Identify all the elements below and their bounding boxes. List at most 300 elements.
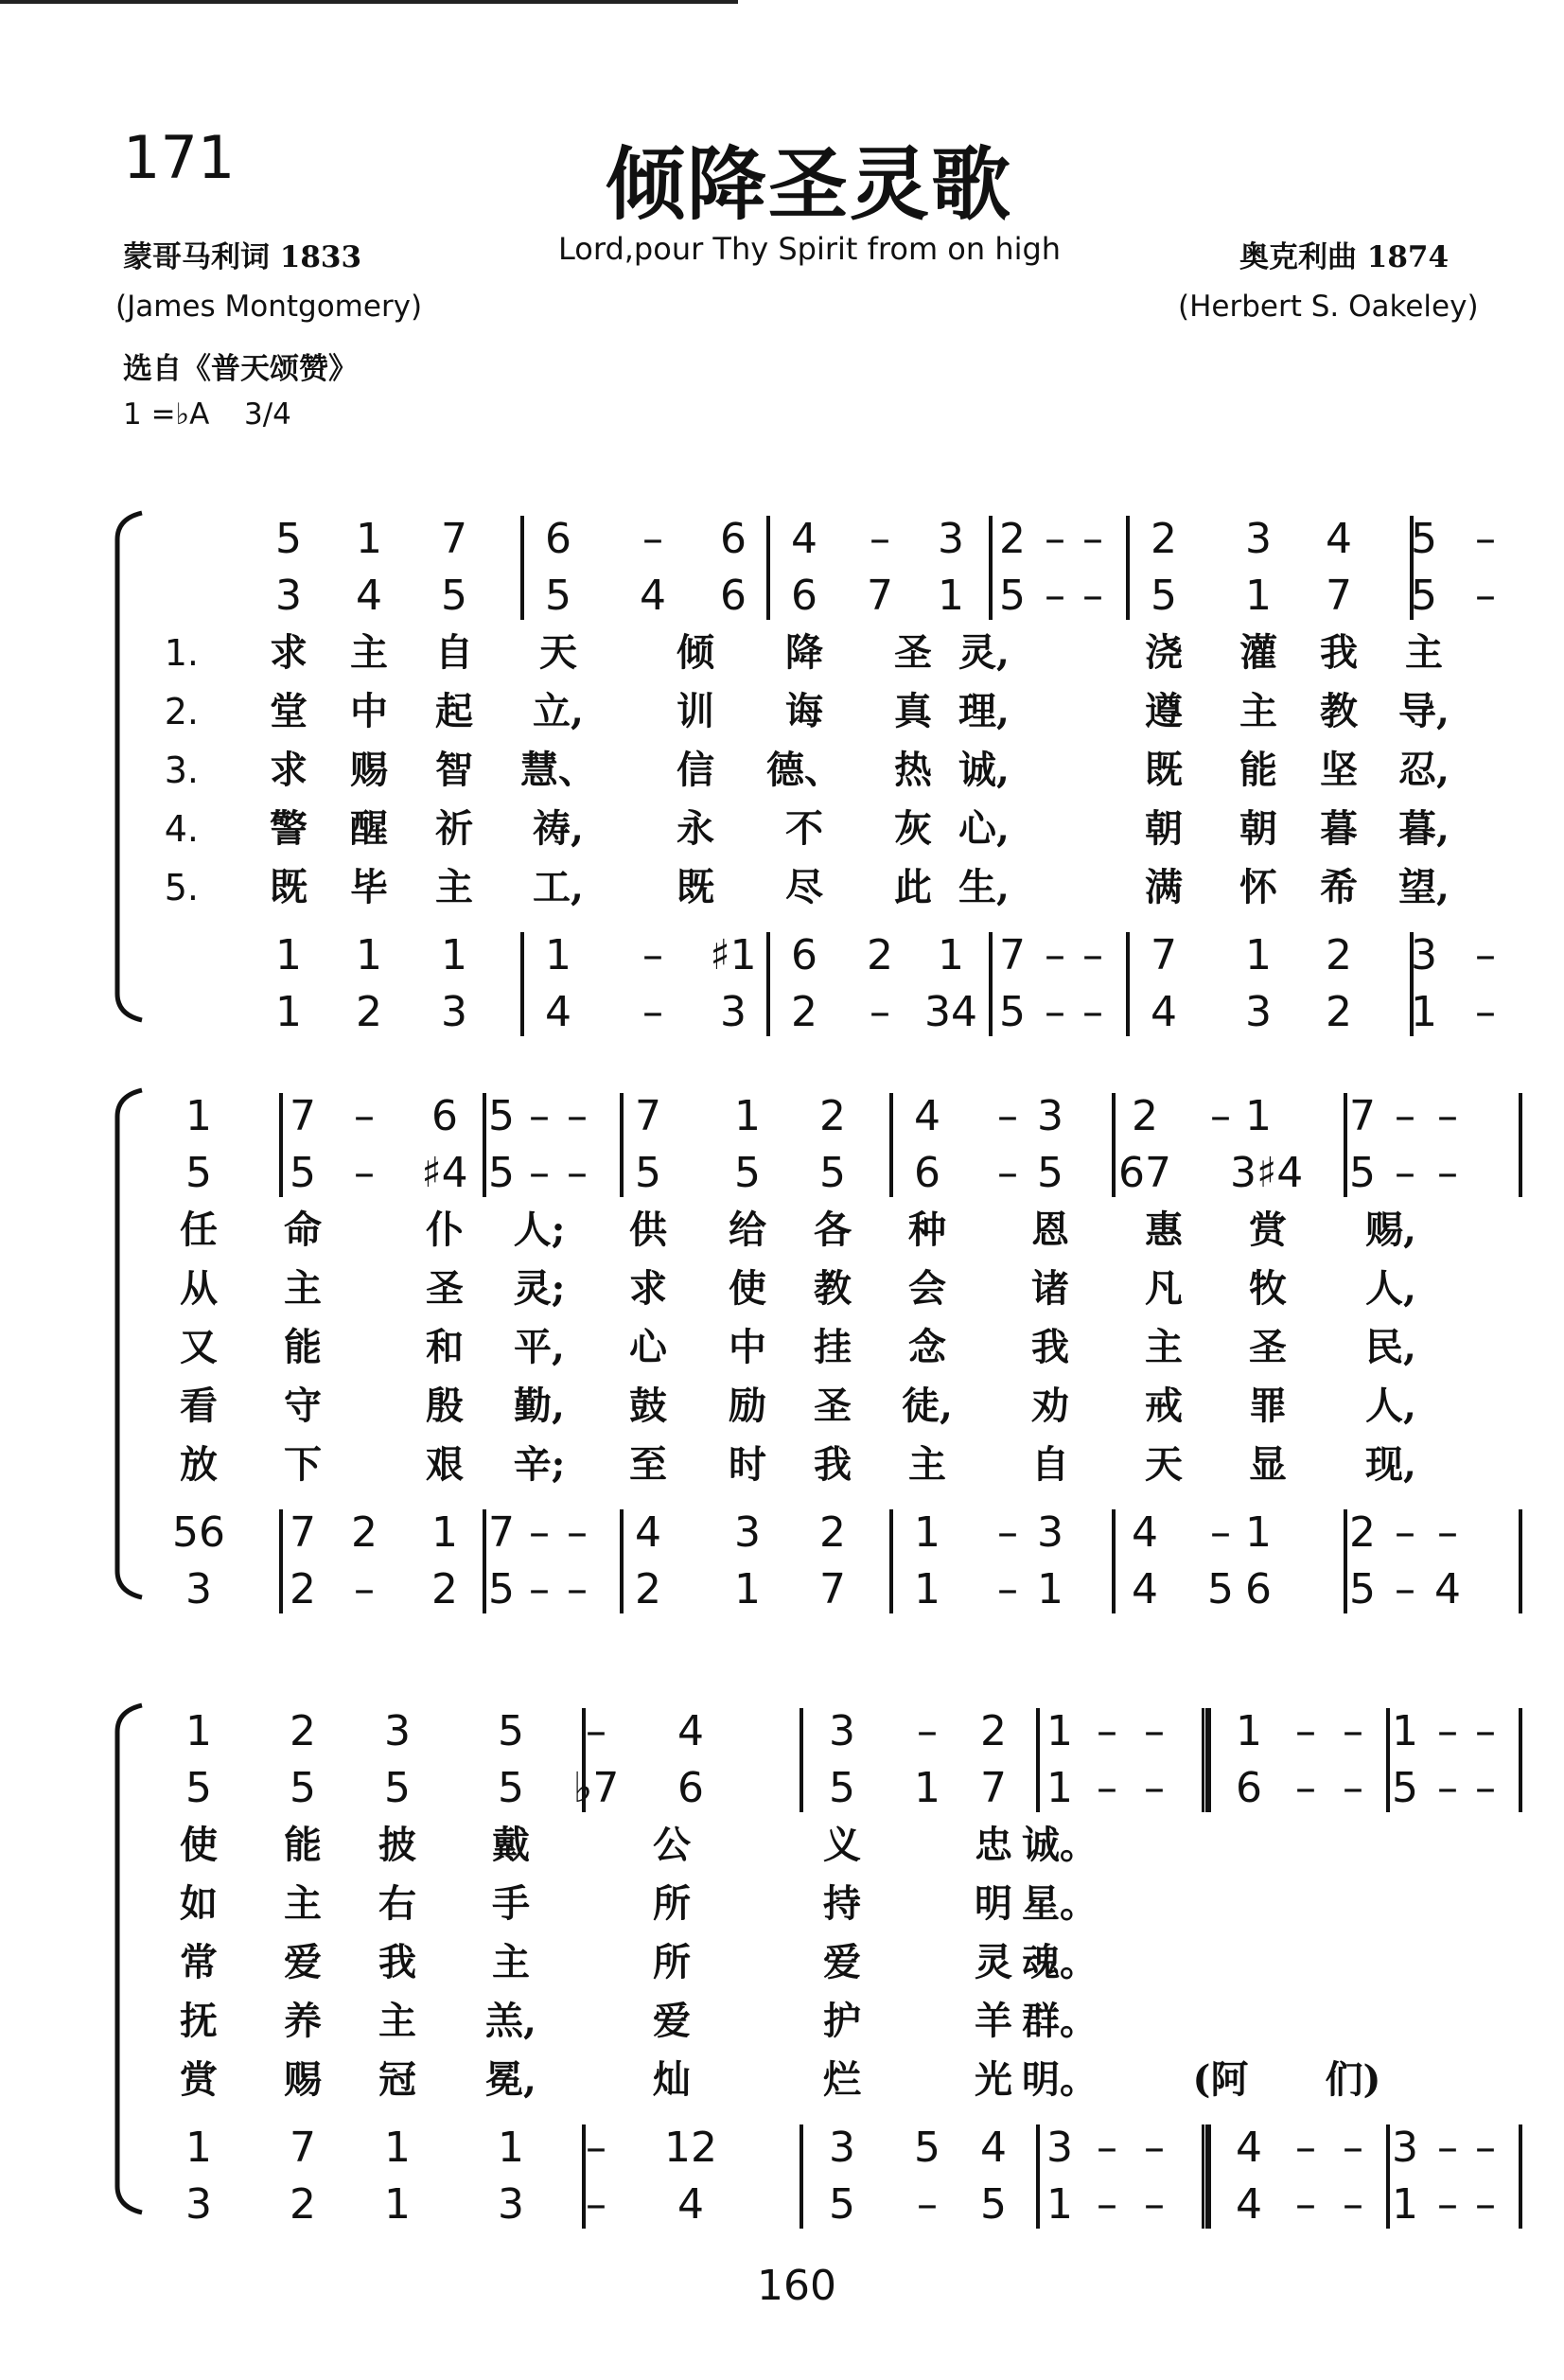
alto-note: – [1343, 1764, 1363, 1812]
tenor-note: – [1210, 1508, 1231, 1557]
tenor-note: 7 [999, 931, 1026, 979]
lyric-syllable: 养 [284, 1999, 322, 2043]
bass-note: – [1475, 988, 1496, 1036]
tenor-note: – [586, 2124, 606, 2172]
tenor-note: – [997, 1508, 1018, 1557]
lyric-syllable: 主 [1239, 689, 1277, 733]
tenor-note: 1 [275, 931, 302, 979]
soprano-note: 3 [1037, 1092, 1063, 1140]
tenor-note: 7 [290, 1508, 316, 1557]
lyric-syllable: 念 [908, 1325, 946, 1369]
lyric-syllable: 羊 [975, 1999, 1012, 2043]
tenor-note: ♯1 [710, 931, 757, 979]
alto-note: 5 [185, 1764, 212, 1812]
alto-note: 3 [275, 572, 302, 620]
system-bracket [114, 1703, 151, 2214]
bar-line [889, 1509, 893, 1613]
bar-line [889, 1093, 893, 1197]
tenor-note: – [1144, 2124, 1165, 2172]
lyric-syllable: 赐 [350, 748, 388, 792]
soprano-note: – [1475, 515, 1496, 563]
bar-line [520, 516, 524, 620]
key-signature: 1 =♭A [123, 397, 210, 432]
bass-note: 2 [1326, 988, 1352, 1036]
lyric-syllable: 能 [284, 1823, 322, 1867]
bass-note: – [1045, 988, 1065, 1036]
soprano-note: 1 [1236, 1707, 1262, 1755]
alto-note: 6 [1236, 1764, 1262, 1812]
alto-note: 1 [938, 572, 964, 620]
double-bar-line [1202, 2124, 1211, 2229]
lyricist-english: (James Montgomery) [115, 290, 423, 324]
bar-line [800, 1708, 803, 1812]
lyric-syllable: 群。 [1022, 1999, 1098, 2043]
bass-note: 3 [498, 2180, 524, 2229]
lyric-syllable: 忠 [975, 1823, 1012, 1867]
lyric-syllable: 热 [894, 748, 932, 792]
bass-note: 1 [1411, 988, 1437, 1036]
lyric-syllable: 种 [908, 1208, 946, 1252]
bar-line [520, 932, 524, 1036]
lyric-syllable: 人, [1365, 1266, 1416, 1311]
lyric-syllable: 圣 [894, 630, 932, 675]
lyric-syllable: 下 [284, 1442, 322, 1487]
lyric-syllable: 既 [677, 865, 714, 909]
lyric-syllable: 勤, [514, 1384, 565, 1428]
lyric-syllable: 能 [284, 1325, 322, 1369]
soprano-note: 6 [431, 1092, 458, 1140]
tenor-note: 1 [1245, 1508, 1272, 1557]
lyric-syllable: 星。 [1022, 1881, 1098, 1926]
tenor-note: 4 [635, 1508, 661, 1557]
soprano-note: 4 [791, 515, 817, 563]
tenor-note: – [1437, 1508, 1458, 1557]
bass-note: 5 [1349, 1565, 1376, 1613]
bass-note: 5 [829, 2180, 855, 2229]
lyric-syllable: 公 [653, 1823, 691, 1867]
soprano-note: 2 [980, 1707, 1007, 1755]
lyric-syllable: 供 [629, 1208, 667, 1252]
bar-line [1519, 1093, 1522, 1197]
tenor-note: 1 [384, 2124, 411, 2172]
verse-number: 1. [164, 632, 199, 674]
bass-note: – [997, 1565, 1018, 1613]
tenor-note: 6 [791, 931, 817, 979]
lyric-syllable: 天 [539, 630, 577, 675]
tenor-note: 2 [819, 1508, 846, 1557]
soprano-note: – [917, 1707, 938, 1755]
alto-note: 5 [290, 1149, 316, 1197]
lyric-syllable: 任 [180, 1208, 218, 1252]
lyric-syllable: 殷 [426, 1384, 464, 1428]
bass-note: 2 [290, 1565, 316, 1613]
alto-note: 3♯4 [1230, 1149, 1304, 1197]
bass-note: 4 [545, 988, 571, 1036]
alto-note: 5 [488, 1149, 515, 1197]
soprano-note: 2 [819, 1092, 846, 1140]
lyric-syllable: 浇 [1145, 630, 1183, 675]
lyric-syllable: 醒 [350, 806, 388, 851]
tenor-note: – [1395, 1508, 1415, 1557]
lyric-syllable: 永 [677, 806, 714, 851]
lyric-syllable: 劝 [1031, 1384, 1069, 1428]
lyric-syllable: 朝 [1145, 806, 1183, 851]
lyric-syllable: 罪 [1249, 1384, 1287, 1428]
bass-note: 1 [275, 988, 302, 1036]
double-bar-line [1202, 1708, 1211, 1812]
soprano-note: 4 [677, 1707, 704, 1755]
lyric-syllable: 我 [378, 1940, 416, 1984]
lyric-syllable: 既 [1145, 748, 1183, 792]
lyric-syllable: 赏 [180, 2057, 218, 2102]
lyric-syllable: 爱 [653, 1999, 691, 2043]
music-system-1 [114, 511, 1496, 1036]
alto-note: 5 [734, 1149, 761, 1197]
alto-note: – [1045, 572, 1065, 620]
lyric-syllable: 徒, [902, 1384, 953, 1428]
lyric-syllable: 怀 [1239, 865, 1277, 909]
lyric-syllable: 望, [1398, 865, 1450, 909]
lyric-syllable: 烂 [823, 2057, 861, 2102]
bar-line [1126, 932, 1130, 1036]
bar-line [766, 932, 770, 1036]
page-number: 160 [757, 2262, 836, 2310]
lyric-syllable: 主 [284, 1266, 322, 1311]
alto-note: 1 [1046, 1764, 1073, 1812]
lyric-syllable: 牧 [1249, 1266, 1287, 1311]
hymn-number: 171 [123, 123, 236, 192]
bar-line [1519, 2124, 1522, 2229]
tenor-note: 1 [498, 2124, 524, 2172]
lyric-syllable: 主 [435, 865, 473, 909]
lyric-syllable: 爱 [284, 1940, 322, 1984]
tenor-note: 1 [431, 1508, 458, 1557]
verse-number: 3. [164, 749, 199, 791]
bass-note: 1 [384, 2180, 411, 2229]
soprano-note: – [354, 1092, 375, 1140]
lyric-syllable: 手 [492, 1881, 530, 1926]
lyric-syllable: 披 [378, 1823, 416, 1867]
bar-line [1112, 1509, 1116, 1613]
music-system-3 [114, 1703, 1496, 2229]
alto-note: 6 [720, 572, 747, 620]
lyric-syllable: 义 [823, 1823, 861, 1867]
bass-note: – [1097, 2180, 1117, 2229]
alto-note: 6 [677, 1764, 704, 1812]
lyric-syllable: 求 [629, 1266, 667, 1311]
lyric-syllable: 如 [180, 1881, 218, 1926]
lyric-syllable: 赐 [284, 2057, 322, 2102]
lyric-syllable: 灌 [1239, 630, 1277, 675]
alto-note: 5 [384, 1764, 411, 1812]
lyric-syllable: 圣 [1249, 1325, 1287, 1369]
soprano-note: – [1437, 1092, 1458, 1140]
lyric-syllable: 羔, [485, 1999, 536, 2043]
lyric-syllable: 人; [513, 1208, 566, 1252]
tenor-note: 1 [185, 2124, 212, 2172]
lyric-syllable: 们) [1325, 2057, 1381, 2102]
lyric-syllable: 求 [270, 630, 308, 675]
tenor-note: – [1437, 2124, 1458, 2172]
verse-number: 2. [164, 691, 199, 732]
lyric-syllable: 信 [677, 748, 714, 792]
verse-number: 4. [164, 808, 199, 850]
lyric-syllable: 主 [1405, 630, 1443, 675]
bass-note: 4 [1151, 988, 1177, 1036]
soprano-note: 4 [1326, 515, 1352, 563]
lyric-syllable: 智 [435, 748, 473, 792]
lyric-syllable: 挂 [814, 1325, 852, 1369]
tenor-note: 3 [829, 2124, 855, 2172]
lyric-syllable: 中 [350, 689, 388, 733]
bass-note: – [1437, 2180, 1458, 2229]
alto-note: 5 [290, 1764, 316, 1812]
alto-note: 4 [640, 572, 666, 620]
lyric-syllable: 警 [270, 806, 308, 851]
alto-note: 5 [545, 572, 571, 620]
composer-english: (Herbert S. Oakeley) [1178, 290, 1479, 324]
bass-note: – [870, 988, 890, 1036]
tenor-note: – [1082, 931, 1103, 979]
lyricist-chinese: 蒙哥马利词 1833 [123, 240, 362, 274]
lyric-syllable: 显 [1249, 1442, 1287, 1487]
soprano-note: 2 [1151, 515, 1177, 563]
bass-note: 5 [1207, 1565, 1234, 1613]
soprano-note: 2 [999, 515, 1026, 563]
lyric-syllable: 主 [350, 630, 388, 675]
soprano-note: 5 [488, 1092, 515, 1140]
alto-note: 1 [914, 1764, 940, 1812]
music-system-2 [114, 1088, 1485, 1613]
soprano-note: 3 [938, 515, 964, 563]
alto-note: 5 [1392, 1764, 1418, 1812]
alto-note: – [529, 1149, 550, 1197]
lyric-syllable: 降 [785, 630, 823, 675]
lyric-syllable: 既 [270, 865, 308, 909]
lyric-syllable: 教 [1320, 689, 1358, 733]
alto-note: 5 [441, 572, 467, 620]
soprano-note: 1 [185, 1092, 212, 1140]
soprano-note: – [567, 1092, 588, 1140]
bar-line [800, 2124, 803, 2229]
bass-note: 2 [431, 1565, 458, 1613]
lyric-syllable: 明。 [1022, 2057, 1098, 2102]
soprano-note: 6 [720, 515, 747, 563]
alto-note: – [997, 1149, 1018, 1197]
lyric-syllable: 右 [378, 1881, 416, 1926]
soprano-note: 2 [1132, 1092, 1158, 1140]
alto-note: – [1475, 572, 1496, 620]
soprano-note: 1 [185, 1707, 212, 1755]
lyric-syllable: 主 [492, 1940, 530, 1984]
lyric-syllable: 诸 [1031, 1266, 1069, 1311]
tenor-note: 3 [1411, 931, 1437, 979]
bass-note: 1 [1037, 1565, 1063, 1613]
bass-note: – [529, 1565, 550, 1613]
soprano-note: – [997, 1092, 1018, 1140]
soprano-note: 1 [1245, 1092, 1272, 1140]
lyric-syllable: 人, [1365, 1384, 1416, 1428]
tenor-note: 1 [441, 931, 467, 979]
lyric-syllable: 民, [1365, 1325, 1416, 1369]
bar-line [1519, 1509, 1522, 1613]
tenor-note: – [1475, 2124, 1496, 2172]
lyric-syllable: 主 [378, 1999, 416, 2043]
lyric-syllable: 魂。 [1022, 1940, 1098, 1984]
lyric-syllable: 主 [284, 1881, 322, 1926]
bass-note: 2 [635, 1565, 661, 1613]
alto-note: – [1144, 1764, 1165, 1812]
alto-note: 5 [635, 1149, 661, 1197]
lyric-syllable: 灰 [894, 806, 932, 851]
tenor-note: 7 [488, 1508, 515, 1557]
lyric-syllable: 凡 [1145, 1266, 1183, 1311]
bass-note: – [1395, 1565, 1415, 1613]
lyric-syllable: 教 [814, 1266, 852, 1311]
top-rule [0, 0, 738, 4]
tenor-note: 2 [1326, 931, 1352, 979]
bass-note: 4 [1434, 1565, 1461, 1613]
bass-note: – [1082, 988, 1103, 1036]
tenor-note: – [642, 931, 663, 979]
lyric-syllable: 诚, [958, 748, 1010, 792]
bass-note: 1 [914, 1565, 940, 1613]
lyric-syllable: 放 [180, 1442, 218, 1487]
alto-note: 5 [1411, 572, 1437, 620]
lyric-syllable: 毕 [350, 865, 388, 909]
soprano-note: – [529, 1092, 550, 1140]
bass-note: – [567, 1565, 588, 1613]
lyric-syllable: 灵, [958, 630, 1010, 675]
bar-line [1112, 1093, 1116, 1197]
lyric-syllable: 主 [1145, 1325, 1183, 1369]
lyric-syllable: 我 [814, 1442, 852, 1487]
lyric-syllable: 起 [435, 689, 473, 733]
alto-note: ♭7 [572, 1764, 620, 1812]
soprano-note: 3 [829, 1707, 855, 1755]
lyric-syllable: 赐, [1365, 1208, 1416, 1252]
alto-note: 5 [185, 1149, 212, 1197]
lyric-syllable: 堂 [270, 689, 308, 733]
lyric-syllable: 明 [975, 1881, 1012, 1926]
tenor-note: 12 [664, 2124, 717, 2172]
bass-note: – [917, 2180, 938, 2229]
soprano-note: 7 [635, 1092, 661, 1140]
lyric-syllable: 诚。 [1022, 1823, 1098, 1867]
tenor-note: 5 [914, 2124, 940, 2172]
soprano-note: – [1082, 515, 1103, 563]
alto-note: – [1082, 572, 1103, 620]
lyric-syllable: 光 [975, 2057, 1012, 2102]
soprano-note: – [1144, 1707, 1165, 1755]
soprano-note: 5 [275, 515, 302, 563]
lyric-syllable: 辛; [513, 1442, 566, 1487]
lyric-syllable: 戴 [492, 1823, 530, 1867]
tenor-note: 4 [1132, 1508, 1158, 1557]
alto-note: 5 [498, 1764, 524, 1812]
lyric-syllable: 和 [426, 1325, 464, 1369]
lyric-syllable: 平, [514, 1325, 565, 1369]
system-bracket [114, 511, 151, 1022]
composer-chinese: 奥克利曲 1874 [1239, 240, 1450, 274]
lyric-syllable: 朝 [1239, 806, 1277, 851]
lyric-syllable: 艰 [426, 1442, 464, 1487]
lyric-syllable: 又 [180, 1325, 218, 1369]
lyric-syllable: 鼓 [629, 1384, 667, 1428]
lyric-syllable: 灵 [975, 1940, 1012, 1984]
soprano-note: – [1097, 1707, 1117, 1755]
alto-note: 4 [356, 572, 382, 620]
alto-note: – [354, 1149, 375, 1197]
tenor-note: – [1295, 2124, 1316, 2172]
tenor-note: 3 [1392, 2124, 1418, 2172]
lyric-syllable: 圣 [426, 1266, 464, 1311]
lyric-syllable: 希 [1320, 865, 1358, 909]
alto-note: – [1437, 1764, 1458, 1812]
alto-note: – [1097, 1764, 1117, 1812]
lyric-syllable: 灵; [513, 1266, 566, 1311]
bass-note: 3 [1245, 988, 1272, 1036]
soprano-note: – [1295, 1707, 1316, 1755]
soprano-note: 1 [1392, 1707, 1418, 1755]
time-signature: 3/4 [244, 397, 291, 432]
lyric-syllable: 求 [270, 748, 308, 792]
lyric-syllable: 生, [958, 865, 1010, 909]
lyric-syllable: 祈 [435, 806, 473, 851]
soprano-note: – [1395, 1092, 1415, 1140]
tenor-note: 1 [938, 931, 964, 979]
alto-note: 67 [1118, 1149, 1171, 1197]
bass-note: – [1343, 2180, 1363, 2229]
soprano-note: 1 [1046, 1707, 1073, 1755]
tenor-note: 4 [980, 2124, 1007, 2172]
soprano-note: – [1343, 1707, 1363, 1755]
lyric-syllable: 给 [729, 1208, 766, 1252]
lyric-syllable: 暮 [1320, 806, 1358, 851]
tenor-note: 1 [356, 931, 382, 979]
bass-note: – [1144, 2180, 1165, 2229]
lyric-syllable: 不 [785, 806, 823, 851]
lyric-syllable: 中 [729, 1325, 766, 1369]
soprano-note: 4 [914, 1092, 940, 1140]
soprano-note: – [586, 1707, 606, 1755]
lyric-syllable: 自 [435, 630, 473, 675]
bass-note: – [1295, 2180, 1316, 2229]
soprano-note: – [1437, 1707, 1458, 1755]
soprano-note: 5 [498, 1707, 524, 1755]
tenor-note: 1 [545, 931, 571, 979]
lyric-syllable: 励 [729, 1384, 766, 1428]
alto-note: ♯4 [421, 1149, 468, 1197]
lyric-syllable: 立, [533, 689, 584, 733]
lyric-syllable: 爱 [823, 1940, 861, 1984]
source-note: 选自《普天颂赞》 [123, 352, 358, 386]
alto-note: – [1475, 1764, 1496, 1812]
lyric-syllable: 我 [1031, 1325, 1069, 1369]
soprano-note: 5 [1411, 515, 1437, 563]
lyric-syllable: 命 [284, 1208, 322, 1252]
tenor-note: 3 [1037, 1508, 1063, 1557]
alto-note: 5 [1151, 572, 1177, 620]
tenor-note: 7 [290, 2124, 316, 2172]
bass-note: 4 [1132, 1565, 1158, 1613]
lyric-syllable: 惠 [1145, 1208, 1183, 1252]
bass-note: 2 [290, 2180, 316, 2229]
lyric-syllable: 心 [629, 1325, 667, 1369]
lyric-syllable: 尽 [785, 865, 823, 909]
lyric-syllable: 恩 [1031, 1208, 1069, 1252]
bar-line [766, 516, 770, 620]
